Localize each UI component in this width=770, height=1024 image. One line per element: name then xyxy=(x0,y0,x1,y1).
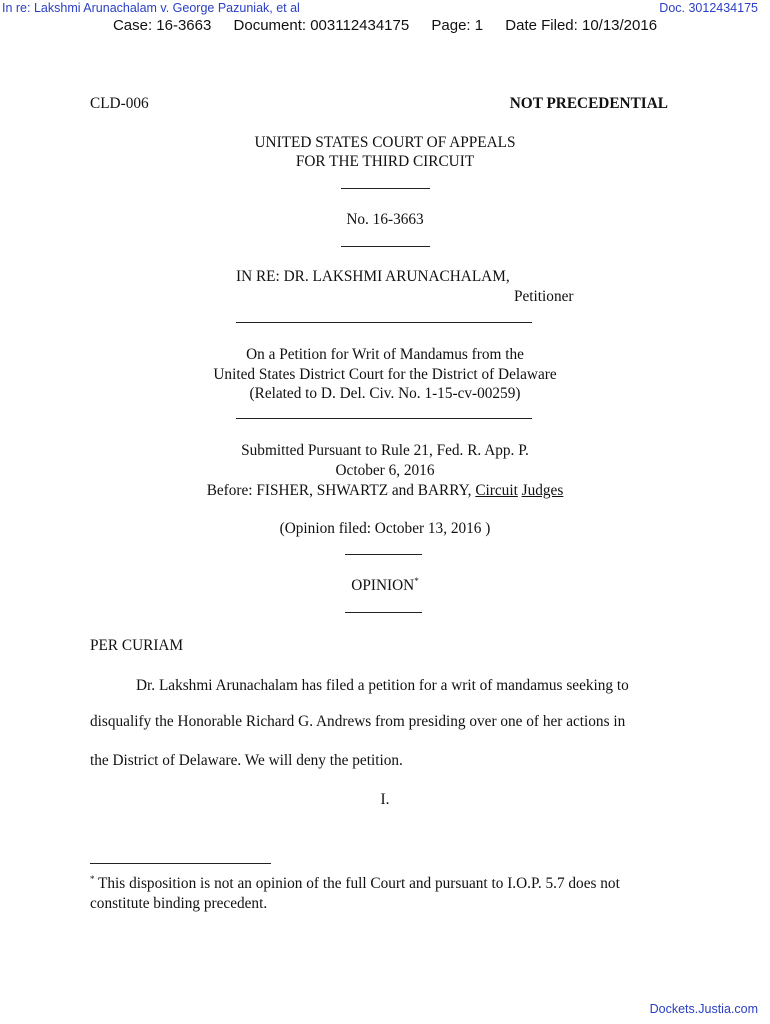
opinion-heading: OPINION* xyxy=(351,575,419,594)
court-name-line2: FOR THE THIRD CIRCUIT xyxy=(295,153,475,170)
case-number: Case: 16-3663 xyxy=(112,17,212,34)
panel-line xyxy=(0,481,770,501)
body-line1: Dr. Lakshmi Arunachalam has filed a petition for a writ of mandamus seeking to xyxy=(136,677,629,694)
opinion-filed-date: (Opinion filed: October 13, 2016 ) xyxy=(279,520,491,537)
in-re-caption: IN RE: DR. LAKSHMI ARUNACHALAM, xyxy=(236,268,510,285)
submitted-line: Submitted Pursuant to Rule 21, Fed. R. App. P. xyxy=(241,442,529,459)
divider xyxy=(345,612,422,613)
petition-line2: United States District Court for the District of Delaware xyxy=(213,366,557,383)
divider xyxy=(341,188,430,189)
document-number: Document: 003112434175 xyxy=(233,17,410,34)
footnote-marker: * xyxy=(90,873,95,884)
body-line3: the District of Delaware. We will deny the petition. xyxy=(90,752,403,769)
body-line2: disqualify the Honorable Richard G. Andrews from presiding over one of her actions in xyxy=(90,713,626,730)
document-code: CLD-006 xyxy=(90,95,149,112)
judges-word: Judges xyxy=(521,482,564,499)
divider xyxy=(341,246,430,247)
precedential-status: NOT PRECEDENTIAL xyxy=(509,95,668,112)
footnote-line2: constitute binding precedent. xyxy=(90,895,268,912)
petition-line3: (Related to D. Del. Civ. No. 1-15-cv-00259) xyxy=(249,385,521,402)
footnote-rule xyxy=(90,863,271,864)
dockets-justia-link[interactable]: Dockets.Justia.com xyxy=(649,1002,758,1016)
footnote-line1: * This disposition is not an opinion of the full Court and pursuant to I.O.P. 5.7 does not xyxy=(90,873,620,892)
petition-line1: On a Petition for Writ of Mandamus from the xyxy=(246,346,524,363)
petitioner-label: Petitioner xyxy=(514,288,574,305)
case-header xyxy=(0,17,770,34)
divider xyxy=(236,322,532,323)
submitted-date: October 6, 2016 xyxy=(335,462,435,479)
divider xyxy=(236,418,532,419)
case-title-link[interactable]: In re: Lakshmi Arunachalam v. George Pazuniak, et al xyxy=(2,1,300,15)
footnote-marker: * xyxy=(414,575,419,586)
document-number-link[interactable]: Doc. 3012434175 xyxy=(659,1,758,15)
circuit-word: Circuit xyxy=(475,482,518,499)
docket-number: No. 16-3663 xyxy=(346,211,424,228)
court-name-line1: UNITED STATES COURT OF APPEALS xyxy=(254,134,516,151)
divider xyxy=(345,554,422,555)
per-curiam: PER CURIAM xyxy=(90,637,184,654)
page-number: Page: 1 xyxy=(431,17,484,34)
date-filed: Date Filed: 10/13/2016 xyxy=(505,17,658,34)
section-heading: I. xyxy=(380,791,390,808)
panel-judges: Before: FISHER, SHWARTZ and BARRY, xyxy=(206,482,476,499)
